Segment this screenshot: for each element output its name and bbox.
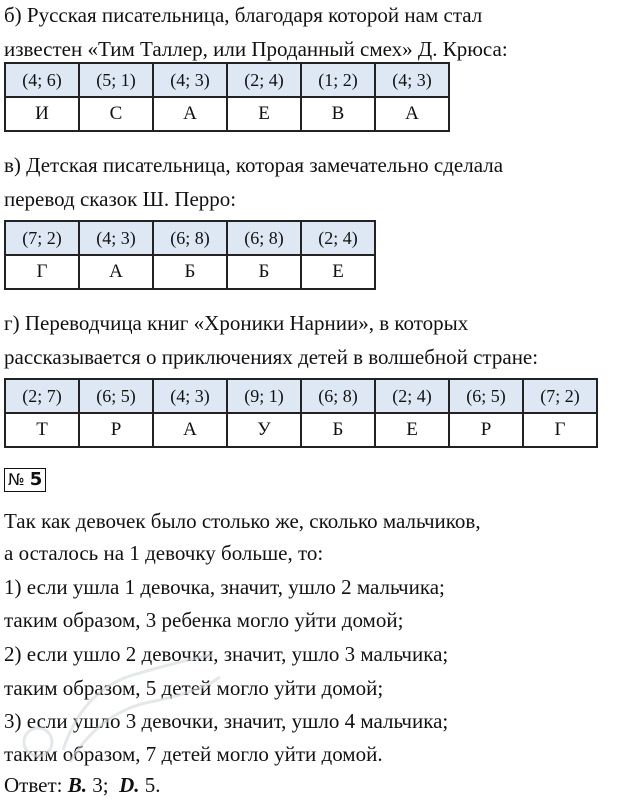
coords-row	[5, 63, 449, 97]
task-number-prefix: №	[8, 470, 25, 489]
letter-cell: А	[153, 97, 227, 131]
coord-cell: (7; 2)	[5, 221, 79, 255]
coord-cell: (4; 3)	[153, 379, 227, 413]
coord-cell: (6; 8)	[301, 379, 375, 413]
part-v-text-line-1: в) Детская писательница, которая замечательно сделала	[4, 153, 504, 177]
task5-line-4: таким образом, 3 ребенка могло уйти домой;	[4, 608, 404, 632]
part-b-text-line-2: известен «Тим Таллер, или Проданный смех» Д. Крюса:	[4, 37, 508, 61]
coord-cell: (6; 8)	[227, 221, 301, 255]
answer-line	[4, 772, 161, 798]
task5-line-8: таким образом, 7 детей могло уйти домой.	[4, 742, 383, 766]
answer-b-value: 3;	[92, 773, 109, 797]
task-number: 5	[29, 469, 43, 490]
part-b-text-line-1: б) Русская писательница, благодаря которой нам стал	[4, 3, 483, 27]
task5-line-3: 1) если ушла 1 девочка, значит, ушло 2 мальчика;	[4, 575, 445, 599]
coord-cell: (7; 2)	[523, 379, 597, 413]
coord-cell: (2; 7)	[5, 379, 79, 413]
letter-cell: Г	[5, 255, 79, 289]
part-v-text-line-2: перевод сказок Ш. Перро:	[4, 187, 237, 211]
letter-cell: Е	[227, 97, 301, 131]
letter-cell: И	[5, 97, 79, 131]
part-g-table	[4, 378, 598, 448]
coord-cell: (4; 3)	[153, 63, 227, 97]
coord-cell: (2; 4)	[301, 221, 375, 255]
coord-cell: (9; 1)	[227, 379, 301, 413]
answer-d-value: 5.	[144, 773, 161, 797]
coord-cell: (2; 4)	[227, 63, 301, 97]
coord-cell: (4; 3)	[79, 221, 153, 255]
letter-cell: С	[79, 97, 153, 131]
task5-line-5: 2) если ушло 2 девочки, значит, ушло 3 мальчика;	[4, 642, 449, 666]
letters-row	[5, 255, 375, 289]
coord-cell: (4; 3)	[375, 63, 449, 97]
letter-cell: Р	[449, 413, 523, 447]
task5-line-7: 3) если ушло 3 девочки, значит, ушло 4 мальчика;	[4, 709, 449, 733]
part-g-text-line-2: рассказывается о приключениях детей в волшебной стране:	[4, 345, 539, 369]
letter-cell: В	[301, 97, 375, 131]
letter-cell: Б	[301, 413, 375, 447]
part-v-table	[4, 220, 376, 290]
part-g-text-line-1: г) Переводчица книг «Хроники Нарнии», в которых	[4, 311, 469, 335]
letter-cell: У	[227, 413, 301, 447]
task5-line-6: таким образом, 5 детей могло уйти домой;	[4, 676, 384, 700]
coord-cell: (6; 8)	[153, 221, 227, 255]
answer-prefix: Ответ:	[4, 773, 63, 797]
coord-cell: (1; 2)	[301, 63, 375, 97]
letters-row	[5, 97, 449, 131]
coord-cell: (4; 6)	[5, 63, 79, 97]
letter-cell: А	[375, 97, 449, 131]
task-number-badge	[4, 468, 46, 492]
letter-cell: Б	[153, 255, 227, 289]
letter-cell: А	[79, 255, 153, 289]
letter-cell: Р	[79, 413, 153, 447]
letter-cell: Е	[301, 255, 375, 289]
coords-row	[5, 221, 375, 255]
coord-cell: (6; 5)	[79, 379, 153, 413]
coord-cell: (5; 1)	[79, 63, 153, 97]
task5-line-2: а осталось на 1 девочку больше, то:	[4, 541, 324, 565]
coord-cell: (6; 5)	[449, 379, 523, 413]
letter-cell: А	[153, 413, 227, 447]
answer-b-letter: B.	[67, 773, 87, 797]
answer-d-letter: D.	[119, 773, 140, 797]
letters-row	[5, 413, 597, 447]
task5-line-1: Так как девочек было столько же, сколько мальчиков,	[4, 509, 481, 533]
letter-cell: Е	[375, 413, 449, 447]
letter-cell: Б	[227, 255, 301, 289]
letter-cell: Т	[5, 413, 79, 447]
coords-row	[5, 379, 597, 413]
coord-cell: (2; 4)	[375, 379, 449, 413]
part-b-table	[4, 62, 450, 132]
letter-cell: Г	[523, 413, 597, 447]
